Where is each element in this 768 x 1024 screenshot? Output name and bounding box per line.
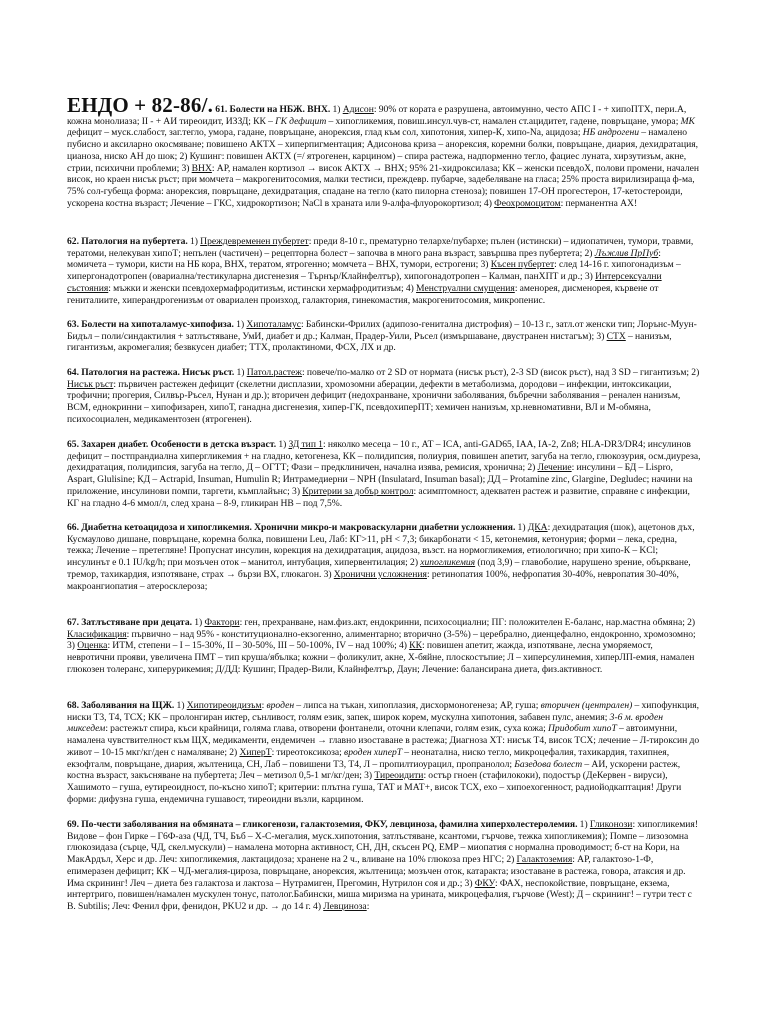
- section-66: [67, 522, 702, 592]
- section-text: [67, 700, 699, 805]
- text-run: : ретинопатия 100%, нефропатия 30-40%, невропатия 30-40%, макроангиопатия – атеросклероза;: [67, 568, 679, 592]
- term-label: Хипотиреоидизъм: [186, 700, 262, 711]
- term-label: ХиперТ: [239, 746, 272, 758]
- term-label: Левциноза: [323, 900, 367, 912]
- term-label: Адисон: [342, 104, 374, 115]
- text-run: :: [261, 700, 267, 711]
- term-label: Феохромоцитом: [494, 197, 561, 209]
- text-run: МК: [680, 115, 695, 127]
- text-run: 1): [577, 819, 590, 830]
- text-run: 1): [515, 522, 528, 533]
- term-label: Класификация: [67, 628, 127, 640]
- term-label: Гликонози: [589, 819, 633, 830]
- text-run: 1): [330, 104, 343, 115]
- text-run: : няколко месеца – 10 г., АТ – ICA, anti-GAD65, IAA, IA-2, Zn8; HLA-DR3/DR4; инсулинов дефицит – постпрандиална хипергликемия + на гладно, кетогенеза, КК – полидипсия, полиурия, повишен апетит, загуба на тегло, глюкозурия, осм.диуреза, дехидратация, полидипсия, загуба на тегло, Д – ОГТТ; Фази – предклиничен, начална изява, ремисия, хронична; 2): [67, 439, 701, 474]
- section-text: [67, 236, 693, 306]
- text-run: : АР, намален кортизол → висок АКТХ → ВНХ; 95% 21-хидроксилаза; КК – женски псевдоХ, полови промени, начален висок, но краен нисък ръст; при момчета – макрогенитосомия, малки тестиси, преждевр. пубарче, задебеляване на гласа; 25% проста вирилизираща ф-ма, 75% сол-губеща форма: анорексия, повръщане, дехидратация, спадане на тегло (като пилорна стеноза); повишен 17-ОН прогестерон, 17-кетостероиди, ускорена костна възраст; Лечение – ГКС, хидрокортизон; NaCl в храната или 9-алфа-флуорокортизол; 4): [67, 162, 700, 209]
- term-label: Интерсексуални състояния: [67, 271, 662, 294]
- text-run: 1): [187, 236, 201, 247]
- text-run: : 90% от кората е разрушена, автоимунно, често АПС I - + хипоПТХ, пери.А, кожна монолиаза; II - + АИ тиреоидит, ИЗЗД; КК –: [67, 104, 687, 127]
- text-run: – неонатална, ниско тегло, микроцефалия, тахикардия, тахипнея, екзофталм, повръщане, диария, жълтеница, СН, Лаб – повишени Т3, Т4, Л – пропилтиоурацил, пропранолол;: [67, 746, 670, 770]
- term-label: Фактори: [204, 617, 240, 628]
- text-run: – автоимунни, намалена чувствителност към ЩХ, медикаменти, ендемичен → главно изоставане в растежа; Диагноза ХТ: нисък Т4, висок ТСХ; лечение – Л-тироксин до живот – 10-15 мкг/кг/ден с намаляване; 2): [67, 723, 700, 758]
- term-label: Оценка: [77, 640, 108, 652]
- term-label: Преждевременен пубертет: [200, 236, 309, 247]
- text-run: Базедова болест: [514, 758, 583, 770]
- section-text: [67, 439, 701, 509]
- text-run: НБ андрогени: [582, 127, 640, 139]
- text-run: 1): [233, 319, 247, 330]
- term-label: ФКУ: [474, 877, 495, 889]
- term-label: Лечение: [537, 462, 572, 474]
- term-label: Менструални смущения: [416, 282, 515, 294]
- text-run: : след 14-16 г. хипогонадизъм – хипергонадотропен (овариална/тестикуларна дисгенезия – Търнър/Клайнфелтър), хипогонадотропен – Калман, панХПТ и др.; 3): [67, 259, 681, 283]
- section-heading: 65. Захарен диабет. Особености в детска възраст.: [67, 439, 277, 450]
- text-run: Придобит хипоТ: [548, 723, 617, 735]
- text-run: дефицит – муск.слабост, заг.тегло, умора, гадане, повръщане, анорексия, глад към сол, хипотония, хипер-К, хипо-Na, ацидоза;: [67, 127, 583, 139]
- text-run: (под 3,9) – главоболие, нарушено зрение, объркване, тремор, тахикардия, изпотяване, страх → бързи ВХ, глюкагон. 3): [67, 557, 691, 580]
- text-run: 1): [174, 700, 187, 711]
- term-label: ЗД тип 1: [288, 439, 323, 450]
- term-label: Лъжлив ПрПуб: [594, 247, 659, 259]
- section-text: [67, 522, 695, 592]
- text-run: : първично – над 95% - конституционално-екзогенно, алиментарно; вторично (3-5%) – церебрално, диенцефално, ендокронно, хромозомно; 3): [67, 628, 696, 652]
- text-run: :: [366, 900, 370, 912]
- term-label: хипогликемия: [420, 557, 476, 569]
- section-heading: 63. Болести на хипоталамус-хипофиза.: [67, 319, 234, 330]
- text-run: 3-6 м. вроден микседем: [67, 711, 663, 735]
- section-68: [67, 700, 702, 805]
- text-run: : остър гноен (стафилококи), подостър (ДеКервен - вируси), Хашимото – гуша, еутиреоидност, по-късно хипоТ; критерии: плътна гуша, ТАТ и МАТ+, висок ТСХ, ехо – хипоехогенност, радиойодкаптация! Други форми: дифузна гуша, ендемична гушавост, тиреоидни възли, карцином.: [67, 770, 682, 805]
- term-label: КК: [409, 640, 422, 652]
- section-text: [67, 367, 699, 425]
- section-61: [67, 93, 702, 209]
- text-run: – хипогликемия, повиш.инсул.чув-ст, намален ст.ацидитет, гадене, повръщане, умора;: [326, 115, 681, 127]
- text-run: – нанизъм, гигантизъм, акромегалия; безвкусен диабет; ТТХ, пролактиноми, ФСХ, ЛХ и др.: [67, 330, 672, 354]
- text-run: – АИ, ускорени растеж, костна възраст, закъсняване на пубертета; Леч – метизол 0,5-1 мг/кг/ден; 3): [67, 758, 681, 782]
- text-run: ГК дефицит: [275, 115, 327, 127]
- section-64: [67, 367, 702, 426]
- text-run: : инсулини – БД – Lispro, Aspart, Glulisine; КД – Actrapid, Insuman, Humulin R; Интрамедиерни – NPH (Insulatard, Insuman basal); ДД – Protamine zinc, Glargine, Degludec; начини на приложение, инсулинови помпи, таргети, къмплайънс; 3): [67, 462, 693, 497]
- text-run: – липса на тъкан, хипоплазия, дисхормоногенеза; АР, гуша;: [294, 700, 541, 711]
- term-label: Тиреоидити: [374, 770, 424, 782]
- term-label: Нисък ръст: [67, 378, 114, 390]
- section-text: [67, 617, 696, 675]
- text-run: : перманентна АХ!: [560, 197, 638, 209]
- section-67: [67, 617, 702, 676]
- section-heading: 67. Затлъстяване при децата.: [67, 617, 193, 628]
- text-run: : ИТМ, степени – I – 15-30%, II – 30-50%, III – 50-100%, IV – над 100%; 4): [107, 640, 410, 652]
- section-65: [67, 439, 702, 509]
- text-run: : Бабински-Фрилих (адипозо-генитална дистрофия) – 10-13 г., затл.от женски тип; Лорънс-Муун-Бидъл – поли/синдактилия + затлъстяване, УмИ, диабет и др.; Калман, Прадер-Уили, Ръсел (измършаване, двустранен нистагъм); 3): [67, 319, 697, 342]
- term-label: Хипоталамус: [246, 319, 302, 330]
- section-63: [67, 319, 702, 354]
- document-title: ЕНДО + 82-86/.: [67, 93, 214, 117]
- text-run: 1): [234, 367, 247, 378]
- section-heading: 62. Патология на пубертета.: [67, 236, 188, 247]
- text-run: – намалено пубисно и аксиларно окосмяване; повишено АКТХ – хиперпигментация; Адисонова криза – анорексия, коремни болки, повръщане, диария, дехидратация, цианоза, ниско АН до шок; 2) Кушинг: повишен АКТХ (=/ ятрогенен, карцином) – спира растежа, надпорменно тегло, фациес луната, хирзутизъм, акне, стрии, психични проблеми; 3): [67, 127, 699, 174]
- text-run: : растежът спира, къси крайници, голяма глава, отворени фонтанели, оточни клепачи, голям език, суха кожа;: [105, 723, 548, 735]
- text-run: вроден хиперТ: [344, 746, 403, 758]
- text-run: : повишен апетит, жажда, изпотяване, лесна уморяемост, невротични прояви, увеличена ПМТ – тип круша/ябълка; кожни – фоликулит, акне, Х-бяйне, плоскостъпие; Л – хиперсулинемия, хиперЛП-емия, намален глюкозен толеранс, хиперурикемия; Д/ДД: Кушинг, Прадер-Вили, Клайнфелтър, Даун; Лечение: балансирана диета, физ.активност.: [67, 640, 695, 675]
- text-run: : ФАХ, неспокойствие, повръщане, екзема, интертриго, повишен/намален мускулен тонус, патолог.Бабински, миша миризма на урината, микроцефалия, гърчове (West); Д – скрининг! – гутри тест с B. Subtilis; Леч: Фенил фри, фенидон, PKU2 и др. → до 14 г. 4): [67, 877, 692, 912]
- text-run: : ген, прехранване, нам.физ.акт, ендокринни, психосоциални; ПГ: положителен Е-баланс, нар.мастна обмяна; 2): [239, 617, 696, 628]
- text-run: : мъжки и женски псевдохермафродитизъм, истински хермафродитизъм; 4): [108, 282, 417, 294]
- term-label: ВНХ: [191, 162, 212, 174]
- term-label: Галактоземия: [516, 854, 573, 866]
- section-62: [67, 236, 702, 306]
- section-heading: 68. Заболявания на ЩЖ.: [67, 700, 175, 711]
- term-label: Хронични усложнения: [333, 568, 427, 580]
- text-run: : момичета – тумори, кисти на НБ кора, ВНХ, тератом, ятрогенно; момчета – ВНХ, тумори, естрогени; 3): [67, 247, 661, 271]
- text-run: 1): [192, 617, 205, 628]
- text-run: : повече/по-малко от 2 SD от нормата (нисък ръст), 2-3 SD (висок ръст), над 3 SD – гигантизъм; 2): [301, 367, 700, 378]
- term-label: ДКА: [527, 522, 548, 533]
- section-heading: 66. Диабетна кетоацидоза и хипогликемия. Хронични микро-и макроваскуларни диабетни усложнения.: [67, 522, 516, 533]
- section-heading: 69. По-чести заболявания на обмяната – гликогенози, галактоземия, ФКУ, левциноза, фамилна хиперхолестеролемия.: [67, 819, 578, 830]
- section-text: [67, 819, 698, 912]
- text-run: : първичен растежен дефицит (скелетни дисплазии, хромозомни аберации, дефекти в метаболизма, дородови – инфекции, интоксикации, трофични; прогерия, Силвър-Ръсел, Нунан и др.); вторичен дефицит (недохранване, хронични заболявания, бъбречни заболявания – ренален нанизъм, ВСМ, еднокринни – хипофизарен, хипоТ, ганадна дисгенезия, хипер-ГК, псевдохиперПТ; хемичен нанизъм, хр.невномативни, ВЛ и М-обмяна, психосоциален, медикаментозен (ятрогенен).: [67, 378, 681, 425]
- text-run: 1): [276, 439, 289, 450]
- term-label: Патол.растеж: [246, 367, 302, 378]
- section-69: [67, 819, 702, 913]
- text-run: – хипофункция, ниски Т3, Т4, ТСХ; КК – пролонгиран иктер, сънливост, голям език, запек, широк корем, мускулна хипотония, забавен пулс, анемия;: [67, 700, 700, 723]
- text-run: : дехидратация (шок), ацетонов дъх, Кусмаулово дишане, повръщане, коремна болка, повишени Leu, Лаб: КГ>11, pH < 7,3; бикарбонати < 15, кетонемия, кетонурия; форми – лека, средна, тежка; Лечение – претегляне! Пропуснат инсулин, корекция на дехидратация, ацидоза, възст. на нормогликемия, етиологично; при хипо-К – KCl; инсулинът е 0.1 IU/kg/h; при мозъчен оток – манитол, интубация, хипервентилация; 2): [67, 522, 695, 569]
- term-label: Критерии за добър контрол: [302, 485, 414, 497]
- text-run: вроден: [266, 700, 295, 711]
- text-run: вторичен (централен): [540, 700, 633, 711]
- term-label: СТХ: [606, 330, 626, 342]
- text-run: : преди 8-10 г., прематурно телархе/пубархе; пълен (истински) – идиопатичен, тумори, травми, тератоми, нелекуван хипоТ; непълен (частичен) – рецепторна болест – започва в много рана възраст, завършва през пубертета; 2): [67, 236, 694, 259]
- section-text: [67, 319, 697, 353]
- text-run: : тиреотоксикоза;: [271, 746, 345, 758]
- text-run: : хипогликемия! Видове – фон Гирке – Г6Ф-аза (ЧД, ТЧ, Бъб – Х-С-мегалия, муск.хипотония, затлъстяване, ксантоми, гърчове, тежка хипогликемия); Помпе – лизозомна глюкозидаза (сърце, ЧД, скел.мускули) – намалена моторна активност, СН, ДН, скъсен PQ, EMP – миопатия с нормална проводимост; б-ст на Кори, на МакАрдъл, Херс и др. Леч: хипогликемия, лактацидоза; хранене на 2 ч., вливане на 10% глюкоза през НГС; 2): [67, 819, 699, 866]
- text-run: : аменорея, дисменорея, кървене от гениталиите, хиперандрогенизъм от овариален произход, галактория, гинекомастия, макрогенитосомия, микропенис.: [67, 282, 659, 306]
- section-text: [67, 104, 699, 209]
- section-heading: 61. Болести на НБЖ. ВНХ.: [215, 104, 331, 115]
- text-run: : асимптомност, адекватен растеж и развитие, справяне с инфекции, КГ на гладно 4-6 ммол/л, след храна – 8-9, гликиран НВ – под 7,5%.: [67, 485, 690, 509]
- text-run: : АР, галактозо-1-Ф, епимеразен дефицит; КК – ЧД-мегалия-цироза, повръщане, анорексия, жълтеница; мозъчен оток, катаракта; изоставане в растежа, говора, атаксия и др. Има скрининг! Леч – диета без галактоза и лактоза – Нутрамиген, Прегомин, Нутрилон соя и др.; 3): [67, 854, 686, 889]
- term-label: Късен пубертет: [490, 259, 555, 271]
- section-heading: 64. Патология на растежа. Нисък ръст.: [67, 367, 235, 378]
